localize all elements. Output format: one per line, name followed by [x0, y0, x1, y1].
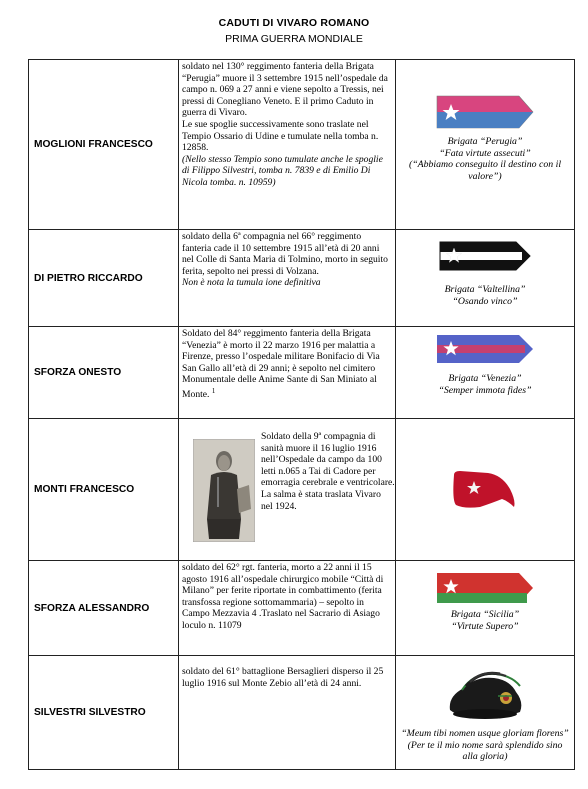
description-note: (Nello stesso Tempio sono tumulate anche le spoglie di Filippo Silvestri, tomba n. 7839 e di Emilio Di Nicola tomba. n. 10959) — [182, 153, 383, 188]
insignia-cell — [396, 561, 575, 656]
insignia-caption: Brigata “Perugia” — [447, 136, 523, 147]
soldier-name: SFORZA ONESTO — [29, 327, 179, 419]
insignia-cell — [396, 230, 575, 327]
insignia-cell — [396, 327, 575, 419]
insignia-cell — [396, 419, 575, 561]
table-row — [29, 60, 575, 230]
fallen-soldiers-table — [28, 59, 575, 770]
soldier-name: MONTI FRANCESCO — [29, 419, 179, 561]
soldier-name: MOGLIONI FRANCESCO — [29, 60, 179, 230]
insignia-motto: “Fata virtute assecuti” — [439, 147, 531, 159]
description-paragraph: soldato del 62° rgt. fanteria, morto a 22 anni il 15 agosto 1916 all’ospedale chirurgico mobile “Città di Milano” per ferite riportate in combattimento (ferita transfossa regione sottomammaria) – sepolto in Campo Mezzavia 4 .Traslato nel Sacrario di Asiago loculo n. 11079 — [182, 562, 384, 631]
description-paragraph: soldato della 6ª compagnia nel 66° reggimento fanteria cade il 10 settembre 1915 all’età di 20 anni nel Colle di Santa Maria di Tolmino, morto in seguito ferita, sepolto nei pressi di Volzana. — [182, 231, 388, 277]
insignia-motto: “Virtute Supero” — [451, 620, 519, 632]
description-text: Soldato del 84° reggimento fanteria della Brigata “Venezia” è morto il 22 marzo 1916 per malattia a Firenze, presso l’ospedale militare Bonifacio di Via San Gallo all’età di 29 anni; è sepolto nel cimitero Monumentale delle Anime Sante di San Miniato al Monte. — [182, 328, 380, 401]
description-paragraph: Le sue spoglie successivamente sono traslate nel Tempio Ossario di Udine e tumulate nella tomba n. 12858. — [182, 118, 379, 154]
table-row — [29, 561, 575, 656]
insignia-motto: “Osando vinco” — [452, 295, 518, 307]
insignia-motto-translation: (“Abbiamo conseguito il destino con il valore”) — [408, 159, 562, 182]
description-paragraph — [182, 328, 392, 401]
description-note: Non è nota la tumula ione definitiva — [182, 277, 321, 289]
venezia-collar-patch-icon — [435, 333, 535, 365]
soldier-description — [179, 656, 396, 770]
soldier-name: DI PIETRO RICCARDO — [29, 230, 179, 327]
soldier-description — [179, 561, 396, 656]
table-row — [29, 230, 575, 327]
soldier-description — [179, 419, 396, 561]
insignia-cell — [396, 60, 575, 230]
table-row — [29, 327, 575, 419]
insignia-cell — [396, 656, 575, 770]
table-row — [29, 419, 575, 561]
soldier-name: SILVESTRI SILVESTRO — [29, 656, 179, 770]
perugia-collar-patch-icon — [435, 94, 535, 130]
description-paragraph: soldato nel 130° reggimento fanteria della Brigata “Perugia” muore il 3 settembre 1915 nell’ospedale da campo n. 069 a 27 anni e viene sepolto a Tressis, nei pressi di Conegliano Veneto. E il primo Caduto in guerra di Vivaro. — [182, 61, 388, 119]
photo-and-text — [179, 419, 395, 542]
insignia-motto: “Meum tibi nomen usque gloriam florens” — [401, 728, 569, 739]
soldier-description — [179, 327, 396, 419]
soldier-description — [179, 230, 396, 327]
bersaglieri-plumed-hat-icon — [440, 666, 530, 722]
insignia-motto: “Semper immota fides” — [438, 384, 532, 396]
soldier-portrait-photo — [193, 439, 255, 542]
insignia-motto-translation: (Per te il mio nome sarà splendido sino alla gloria) — [407, 739, 563, 763]
description-paragraph: Soldato della 9ª compagnia di sanità muore il 16 luglio 1916 nell’Ospedale da campo da 100 letti n.065 a Tai di Cadore per emorragia cerebrale e ventricolare. La salma è stata traslata Vivaro nel 1924. — [261, 431, 395, 512]
valtellina-collar-patch-icon — [438, 240, 532, 272]
insignia-caption: Brigata “Venezia” — [448, 373, 522, 384]
soldier-name: SFORZA ALESSANDRO — [29, 561, 179, 656]
page-title: CADUTI DI VIVARO ROMANO — [218, 17, 370, 29]
table-row — [29, 656, 575, 770]
description-text-block — [261, 419, 395, 542]
soldier-description — [179, 60, 396, 230]
page-subtitle: PRIMA GUERRA MONDIALE — [225, 33, 363, 45]
sanita-red-collar-flame-icon — [450, 467, 520, 513]
sicilia-collar-patch-icon — [435, 571, 535, 605]
footnote-marker: 1 — [211, 386, 216, 395]
insignia-caption: Brigata “Valtellina” — [444, 284, 526, 295]
description-paragraph: soldato del 61° battaglione Bersaglieri disperso il 25 luglio 1916 sul Monte Zebio all’età di 24 anni. — [182, 666, 384, 689]
insignia-caption: Brigata “Sicilia” — [450, 609, 520, 620]
